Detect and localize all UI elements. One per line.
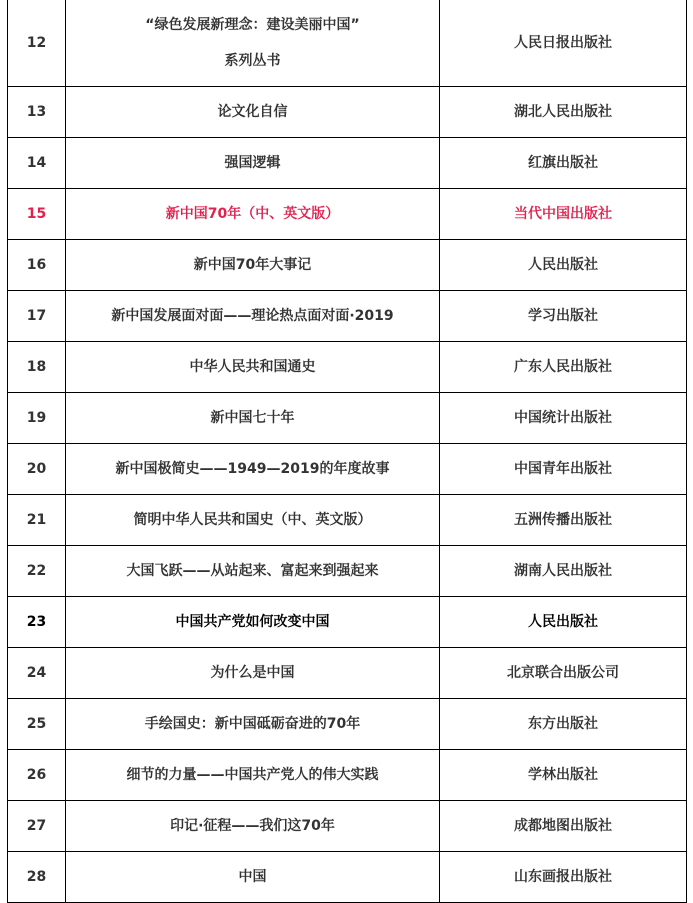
- publisher: 成都地图出版社: [440, 801, 687, 852]
- row-number: 15: [8, 189, 66, 240]
- table-row: [8, 546, 687, 597]
- book-title: 中国共产党如何改变中国: [66, 597, 440, 648]
- row-number: 13: [8, 87, 66, 138]
- publisher: 北京联合出版公司: [440, 648, 687, 699]
- publisher: 学林出版社: [440, 750, 687, 801]
- table-row-emphasized: [8, 597, 687, 648]
- row-number: 16: [8, 240, 66, 291]
- row-number: 22: [8, 546, 66, 597]
- book-title-line-1: “绿色发展新理念：建设美丽中国”: [145, 17, 360, 33]
- publisher: 人民出版社: [440, 240, 687, 291]
- book-title: 简明中华人民共和国史（中、英文版）: [66, 495, 440, 546]
- row-number: 17: [8, 291, 66, 342]
- book-title: 新中国70年大事记: [66, 240, 440, 291]
- book-title: 大国飞跃——从站起来、富起来到强起来: [66, 546, 440, 597]
- publisher: 人民出版社: [440, 597, 687, 648]
- publisher: 当代中国出版社: [440, 189, 687, 240]
- book-title: 新中国七十年: [66, 393, 440, 444]
- book-title: [66, 0, 440, 87]
- table-row: [8, 393, 687, 444]
- book-title: 新中国70年（中、英文版）: [66, 189, 440, 240]
- row-number: 28: [8, 852, 66, 903]
- table-row: [8, 87, 687, 138]
- book-title: 新中国极简史——1949—2019的年度故事: [66, 444, 440, 495]
- row-number: 19: [8, 393, 66, 444]
- row-number: 12: [8, 0, 66, 87]
- book-title-line-2: 系列丛书: [224, 53, 281, 69]
- row-number: 25: [8, 699, 66, 750]
- table-row: [8, 444, 687, 495]
- publisher: 学习出版社: [440, 291, 687, 342]
- book-title: 论文化自信: [66, 87, 440, 138]
- publisher: 湖南人民出版社: [440, 546, 687, 597]
- book-title: 印记·征程——我们这70年: [66, 801, 440, 852]
- table-row: [8, 291, 687, 342]
- book-title: 强国逻辑: [66, 138, 440, 189]
- table-row: [8, 342, 687, 393]
- table-row: [8, 699, 687, 750]
- table-row: [8, 495, 687, 546]
- table-row: [8, 240, 687, 291]
- table-row: [8, 0, 687, 87]
- book-title: 中国: [66, 852, 440, 903]
- publisher: 中国青年出版社: [440, 444, 687, 495]
- table-row: [8, 648, 687, 699]
- book-title: 手绘国史：新中国砥砺奋进的70年: [66, 699, 440, 750]
- publisher: 红旗出版社: [440, 138, 687, 189]
- row-number: 27: [8, 801, 66, 852]
- book-title: 新中国发展面对面——理论热点面对面·2019: [66, 291, 440, 342]
- table-row: [8, 852, 687, 903]
- publisher: 五洲传播出版社: [440, 495, 687, 546]
- publisher: 湖北人民出版社: [440, 87, 687, 138]
- publisher: 人民日报出版社: [440, 0, 687, 87]
- row-number: 23: [8, 597, 66, 648]
- table-row: [8, 801, 687, 852]
- row-number: 21: [8, 495, 66, 546]
- book-list-table: [7, 0, 687, 903]
- publisher: 山东画报出版社: [440, 852, 687, 903]
- row-number: 26: [8, 750, 66, 801]
- row-number: 14: [8, 138, 66, 189]
- table-row: [8, 750, 687, 801]
- row-number: 24: [8, 648, 66, 699]
- book-list-body: [8, 0, 687, 903]
- table-row-highlighted: [8, 189, 687, 240]
- publisher: 中国统计出版社: [440, 393, 687, 444]
- row-number: 18: [8, 342, 66, 393]
- book-title: 为什么是中国: [66, 648, 440, 699]
- publisher: 东方出版社: [440, 699, 687, 750]
- row-number: 20: [8, 444, 66, 495]
- table-row: [8, 138, 687, 189]
- book-title: 中华人民共和国通史: [66, 342, 440, 393]
- publisher: 广东人民出版社: [440, 342, 687, 393]
- book-title: 细节的力量——中国共产党人的伟大实践: [66, 750, 440, 801]
